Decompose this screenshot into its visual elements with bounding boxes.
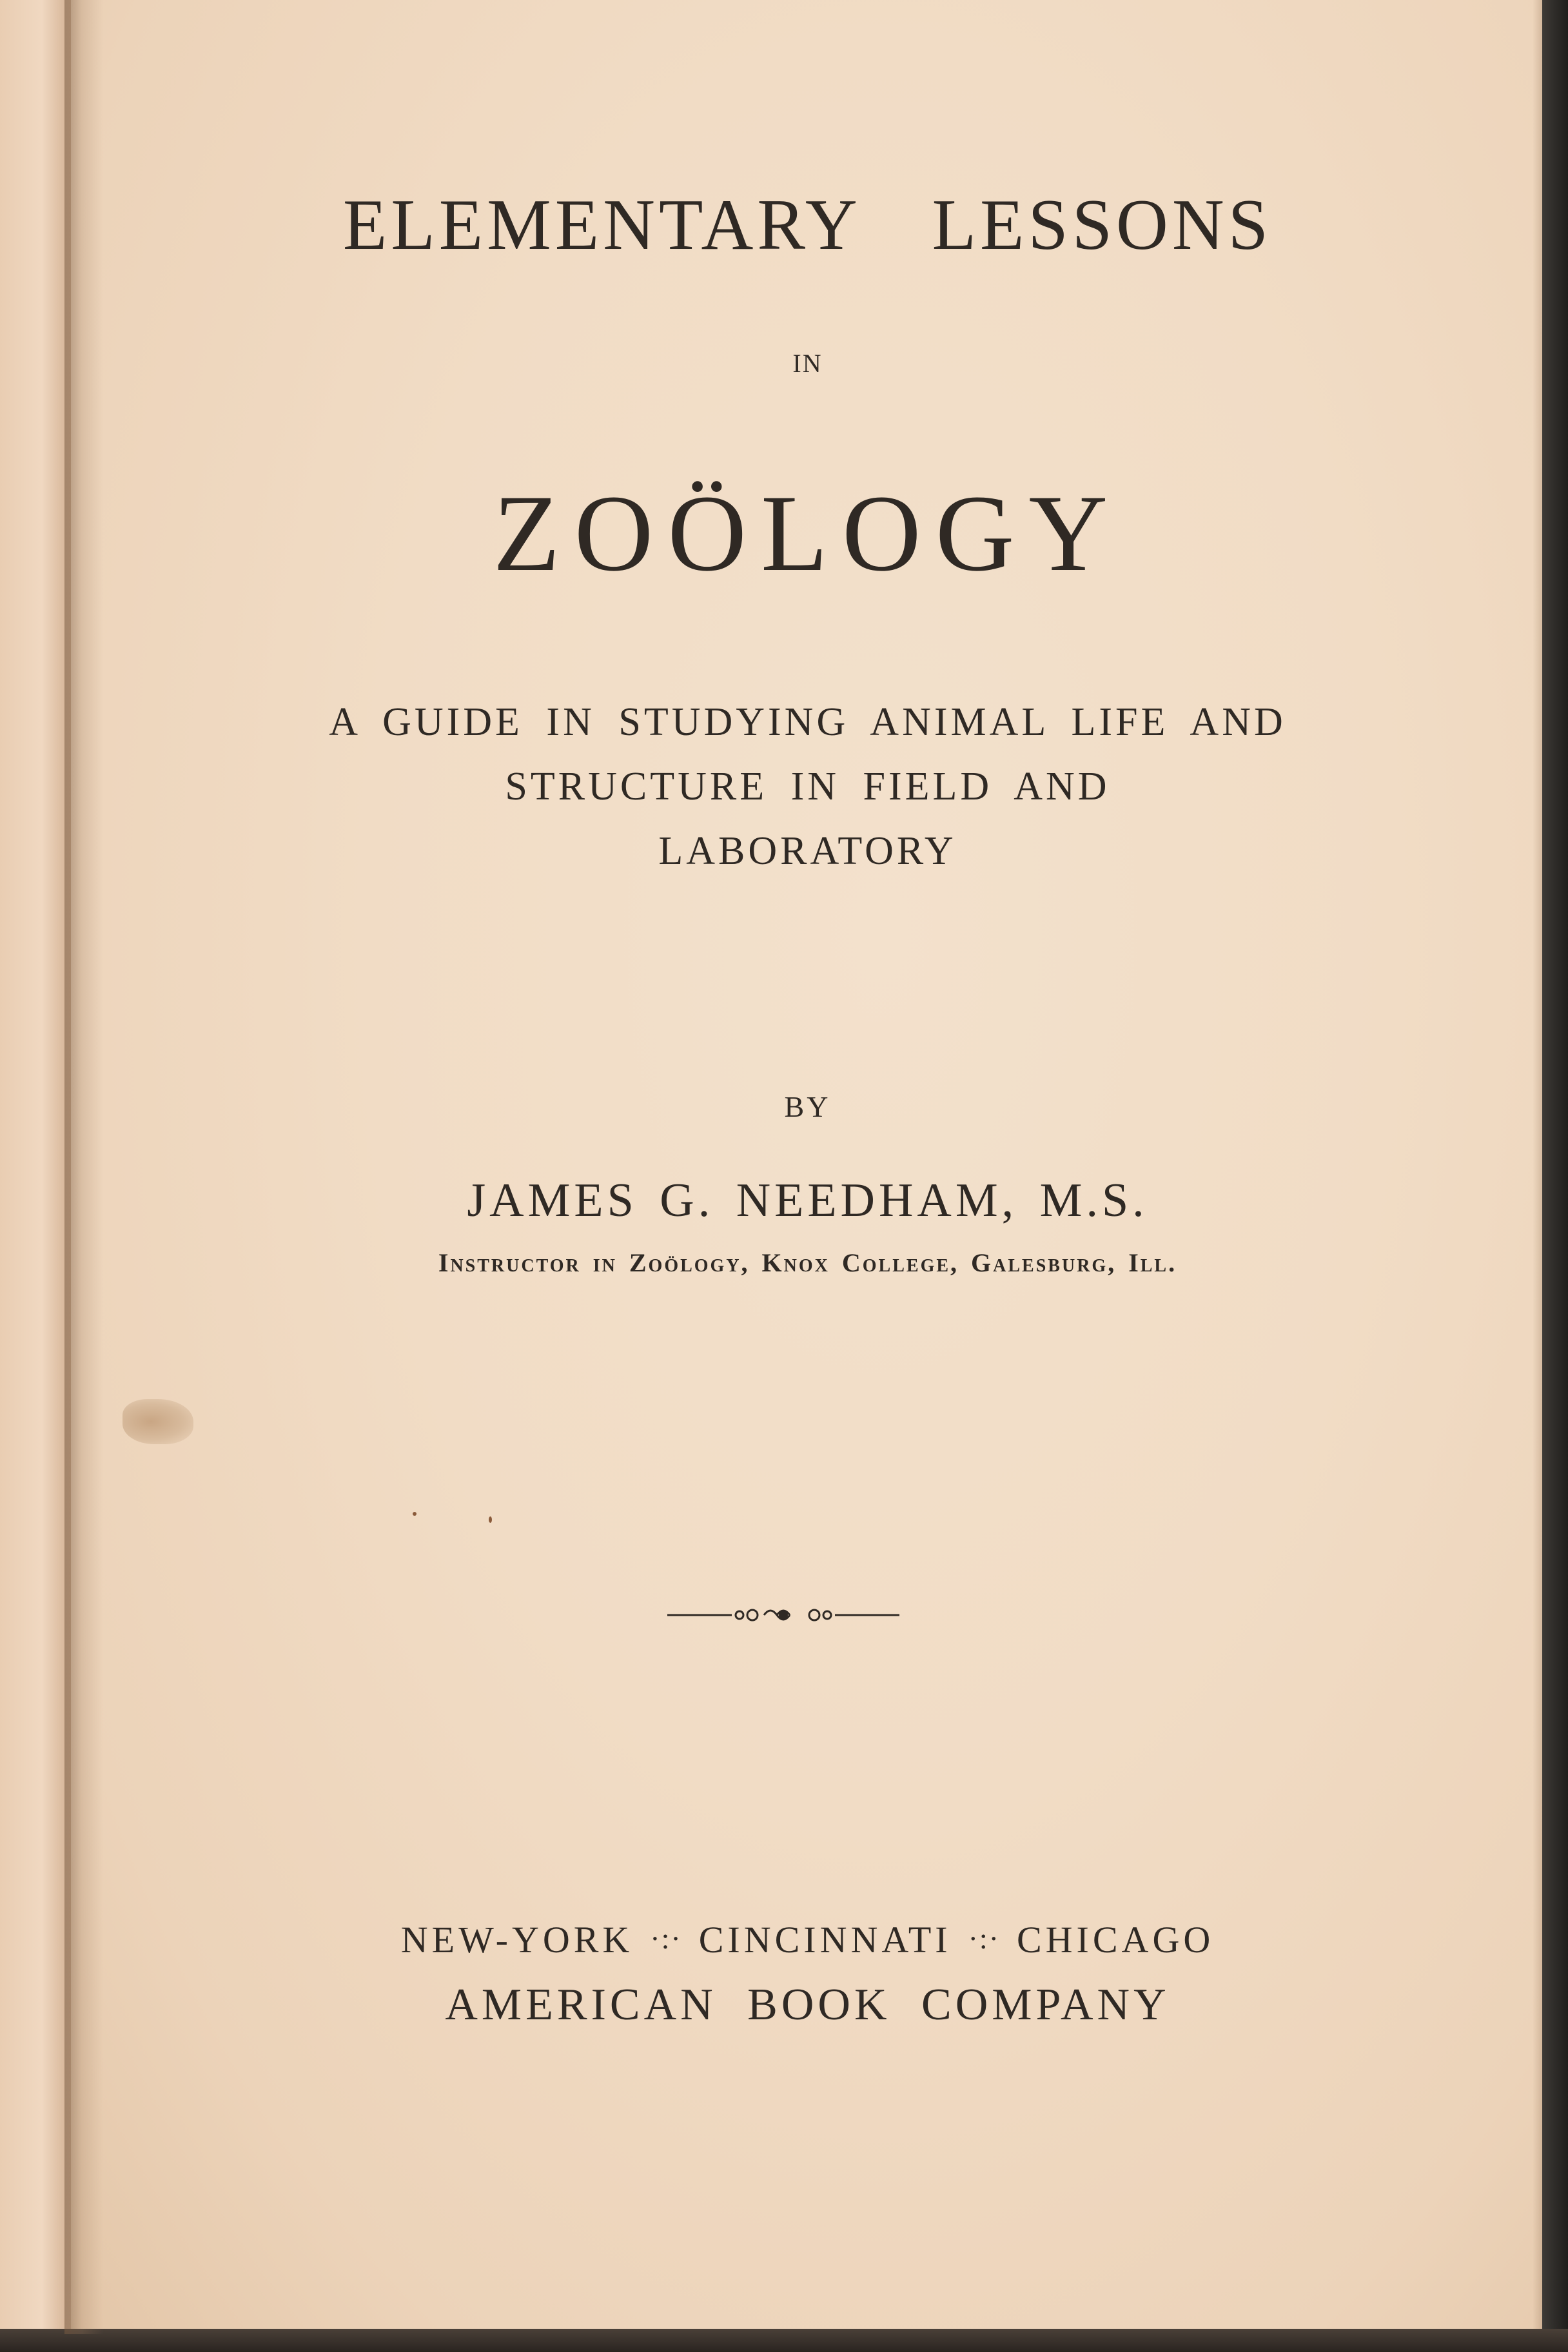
author-affiliation: Instructor in Zoölogy, Knox College, Galesburg, Ill. [438, 1248, 1177, 1277]
city-chicago: CHICAGO [1016, 1919, 1215, 1961]
subtitle-line-2: STRUCTURE IN FIELD AND [505, 765, 1110, 808]
gutter-shadow [64, 0, 103, 2334]
subtitle-line-3: LABORATORY [658, 829, 957, 873]
subtitle-line-1: A GUIDE IN STUDYING ANIMAL LIFE AND [329, 700, 1286, 744]
ink-speck [413, 1512, 416, 1516]
printer-ornament-rule-icon [667, 1599, 899, 1631]
publisher-name: AMERICAN BOOK COMPANY [445, 1980, 1170, 2030]
by-label: BY [784, 1090, 831, 1123]
book-subject: ZOÖLOGY [493, 473, 1122, 594]
city-separator: ·:· [650, 1922, 682, 1955]
ink-speck [489, 1516, 492, 1523]
publisher-cities [71, 1918, 1544, 1961]
title-connector: IN [792, 349, 823, 378]
paper-stain [122, 1399, 193, 1444]
back-cover-edge [1542, 0, 1568, 2352]
city-new-york: NEW-YORK [400, 1919, 634, 1961]
city-cincinnati: CINCINNATI [698, 1919, 952, 1961]
author-name: JAMES G. NEEDHAM, M.S. [467, 1174, 1148, 1227]
city-separator: ·:· [968, 1922, 1000, 1955]
book-title: ELEMENTARY LESSONS [342, 185, 1273, 265]
cover-bottom-edge [0, 2329, 1568, 2352]
